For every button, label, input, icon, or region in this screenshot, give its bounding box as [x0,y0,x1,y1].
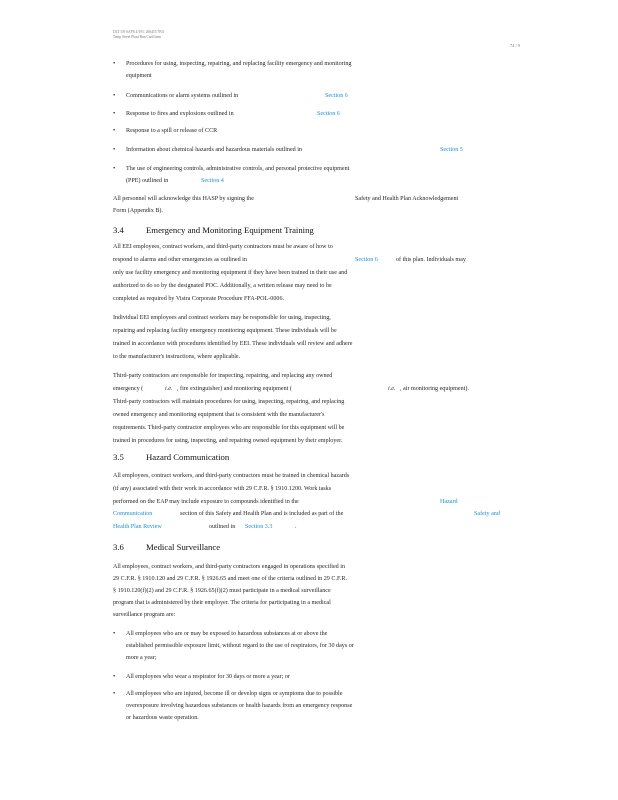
section-heading: Emergency and Monitoring Equipment Training [146,225,314,235]
bullet-marker: • [113,110,116,117]
bullet-text: more a year; [126,655,157,661]
safety-health-plan-link[interactable]: Safety and [474,511,500,517]
section-heading: Hazard Communication [146,452,230,462]
bullet-marker: • [113,92,116,99]
section-number: 3.4 [113,225,124,235]
paragraph-line: repairing and replacing facility emergency monitoring equipment. These individuals will be [113,328,337,334]
bullet-text: All employees who wear a respirator for 30 days or more a year; or [126,674,290,680]
paragraph-line: requirements. Third-party contractor employees who are responsible for this equipment will be [113,425,345,431]
bullet-text: Procedures for using, inspecting, repairing, and replacing facility emergency and monitoring [126,61,352,67]
paragraph-line: , air monitoring equipment). [400,386,469,392]
paragraph-line: performed on the EAP may include exposure to compounds identified in the [113,499,299,505]
bullet-marker: • [113,165,116,172]
paragraph-line: emergency ( [113,386,144,392]
bullet-text: overexposure involving hazardous substances or health hazards from an emergency response [126,703,353,709]
bullet-text: All employees who are injured, become ill or develop signs or symptoms due to possible [126,691,343,697]
paragraph-line: completed as required by Vistra Corporate Procedure FFA-POL-0006. [113,296,285,302]
abbrev-ie: i.e. [388,386,396,392]
paragraph-line: trained in accordance with procedures identified by EEI. These individuals will review and adhere [113,341,353,347]
document-header [113,30,164,40]
abbrev-ie: i.e. [165,386,173,392]
ack-text: Form (Appendix B). [113,208,163,214]
paragraph-line: program that is administered by their employer. The criteria for participating in a medical [113,600,331,606]
bullet-text: established permissible exposure limit, without regard to the use of respirators, for 30 days or [126,643,354,649]
bullet-marker: • [113,127,116,134]
bullet-text: equipment [126,73,152,79]
paragraph-line: surveillance program are: [113,612,176,618]
section-link[interactable]: Section 6 [325,93,348,99]
hazard-communication-link[interactable]: Communication [113,511,153,517]
bullet-text: All employees who are or may be exposed to hazardous substances at or above the [126,631,328,637]
paragraph-line: trained in procedures for using, inspecting, and repairing owned equipment by their employer. [113,438,343,444]
header-line-2: Temp Street Plant Run Card Item [113,35,161,39]
section-link[interactable]: Section 4 [201,178,224,184]
bullet-marker: • [113,673,116,680]
section-link[interactable]: Section 6 [355,257,378,263]
bullet-text: The use of engineering controls, administrative controls, and personal protective equipment [126,166,350,172]
bullet-marker: • [113,690,116,697]
hazard-communication-link[interactable]: Hazard [440,499,458,505]
paragraph-line: All EEI employees, contract workers, and third-party contractors must be aware of how to [113,244,333,250]
paragraph-line: respond to alarms and other emergencies as outlined in [113,257,247,263]
paragraph-line: outlined in [209,524,236,530]
header-line-1: DLT 5/8 SAFE 4/19/1 266455 7B.0 [113,30,165,34]
section-number: 3.5 [113,452,124,462]
bullet-text: Information about chemical hazards and hazardous materials outlined in [126,147,302,153]
ack-form-name: Safety and Health Plan Acknowledgement [355,196,459,202]
bullet-text: or hazardous waste operation. [126,715,199,721]
bullet-marker: • [113,146,116,153]
paragraph-line: § 1910.120(f)(2) and 29 C.F.R. § 1926.65(f)(2) must participate in a medical surveillance [113,588,331,594]
paragraph-line: authorized to do so by the designated POC. Additionally, a written release may need to be [113,283,332,289]
paragraph-line: All employees, contract workers, and third-party contractors engaged in operations specified in [113,564,345,570]
section-link[interactable]: Section 3.3 [245,524,273,530]
paragraph-line: 29 C.F.R. § 1910.120 and 29 C.F.R. § 1926.65 and meet one of the criteria outlined in 29 C.F.R. [113,576,347,582]
paragraph-line: . [295,524,297,530]
paragraph-line: section of this Safety and Health Plan and is included as part of the [180,511,344,517]
paragraph-line: owned emergency and monitoring equipment that is consistent with the manufacturer's [113,412,325,418]
paragraph-line: to the manufacturer's instructions, where applicable. [113,354,241,360]
paragraph-line: of this plan. Individuals may [396,257,466,263]
paragraph-line: Third-party contractors are responsible for inspecting, repairing, and replacing any owned [113,373,333,379]
bullet-marker: • [113,630,116,637]
paragraph-line: All employees, contract workers, and third-party contractors must be trained in chemical hazards [113,473,350,479]
ack-text: All personnel will acknowledge this HASP by signing the [113,196,254,202]
paragraph-line: Third-party contractors will maintain procedures for using, inspecting, repairing, and replacing [113,399,345,405]
paragraph-line: (if any) associated with their work in accordance with 29 C.F.R. § 1910.1200. Work tasks [113,486,332,492]
paragraph-line: Individual EEI employees and contract workers may be responsible for using, inspecting, [113,315,331,321]
paragraph-line: only use facility emergency and monitoring equipment if they have been trained in their use and [113,270,348,276]
bullet-text: Response to a spill or release of CCR [126,128,218,134]
section-number: 3.6 [113,542,124,552]
section-heading: Medical Surveillance [146,542,221,552]
section-link[interactable]: Section 6 [317,111,340,117]
bullet-text: Response to fires and explosions outlined in [126,111,234,117]
paragraph-line: , fire extinguisher) and monitoring equipment ( [177,386,292,392]
bullet-marker: • [113,60,116,67]
bullet-text: Communications or alarm systems outlined in [126,93,239,99]
bullet-text: (PPE) outlined in [126,178,169,184]
safety-health-plan-link[interactable]: Health Plan Review [113,524,162,530]
section-link[interactable]: Section 5 [440,147,463,153]
page-number: 74 / 9 [510,43,521,48]
